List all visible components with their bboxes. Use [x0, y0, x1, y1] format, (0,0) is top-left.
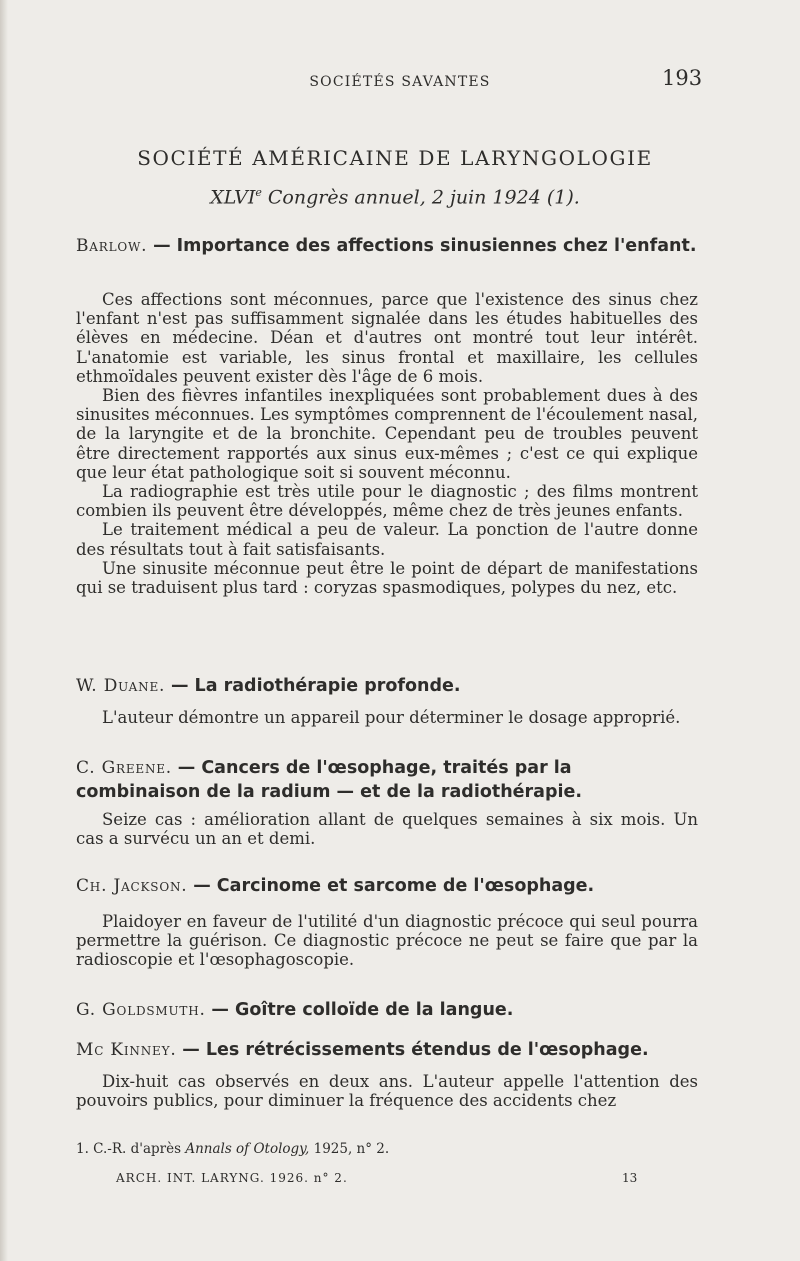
section-heading-barlow — [76, 234, 698, 258]
paper-title: — Goître colloïde de la langue. — [211, 1000, 514, 1020]
author-name: Mc Kinney. — [76, 1040, 177, 1060]
section-heading-mckinney — [76, 1038, 698, 1062]
paragraph: Une sinusite méconnue peut être le point de départ de manifestations qui se traduisent plus tard : coryzas spasmodiques, polypes du nez, etc. — [76, 558, 698, 598]
paragraph: Ces affections sont méconnues, parce que l'existence des sinus chez l'enfant n'est pas suffisamment signalée dans les études habituelles des élèves en médecine. Déan et d'autres ont montré tout leur intérêt. L'anatomie est variable, les sinus frontal et maxillaire, les cellules ethmoïdales peuvent exister dès l'âge de 6 mois. — [76, 290, 698, 386]
footnote-details: 1925, n° 2. — [309, 1141, 390, 1157]
running-head: SOCIÉTÉS SAVANTES — [309, 74, 491, 90]
section-heading-goldsmuth — [76, 998, 698, 1022]
paragraph: Seize cas : amélioration allant de quelques semaines à six mois. Un cas a survécu un an et demi. — [76, 810, 698, 849]
paper-title: — Les rétrécissements étendus de l'œsophage. — [182, 1040, 649, 1060]
congress-line — [0, 186, 790, 208]
author-name: C. Greene. — [76, 758, 173, 778]
signature-mark: 13 — [622, 1171, 638, 1185]
section-body-greene — [76, 810, 698, 848]
section-heading-jackson — [76, 874, 698, 898]
paragraph: L'auteur démontre un appareil pour déterminer le dosage approprié. — [102, 708, 681, 727]
paragraph: La radiographie est très utile pour le diagnostic ; des films montrent combien ils peuvent être développés, même chez de très jeunes enfants. — [76, 482, 698, 521]
section-heading-greene — [76, 756, 698, 804]
paper-title: — Carcinome et sarcome de l'œsophage. — [193, 876, 595, 896]
author-name: Ch. Jackson. — [76, 876, 188, 896]
paragraph: Le traitement médical a peu de valeur. La ponction de l'autre donne des résultats tout à fait satisfaisants. — [76, 520, 698, 559]
congress-superscript: e — [255, 186, 262, 199]
paragraph: Plaidoyer en faveur de l'utilité d'un diagnostic précoce qui seul pourra permettre la guérison. Ce diagnostic précoce ne peut se faire que par la radioscopie et l'œsophagoscopie. — [76, 912, 698, 970]
author-name: G. Goldsmuth. — [76, 1000, 206, 1020]
page-number: 193 — [662, 66, 703, 90]
section-body-barlow — [76, 290, 698, 597]
section-heading-duane — [76, 674, 698, 698]
congress-ordinal: XLVI — [210, 186, 256, 209]
author-name: Barlow. — [76, 236, 148, 256]
section-body-jackson — [76, 912, 698, 970]
paragraph: Dix-huit cas observés en deux ans. L'auteur appelle l'attention des pouvoirs publics, pour diminuer la fréquence des accidents chez — [76, 1072, 698, 1111]
footnote-lead: 1. C.-R. d'après — [76, 1141, 186, 1157]
author-name: W. Duane. — [76, 676, 166, 696]
paper-title: — La radiothérapie profonde. — [170, 676, 461, 696]
footnote — [76, 1141, 696, 1157]
society-title: SOCIÉTÉ AMÉRICAINE DE LARYNGOLOGIE — [137, 146, 653, 170]
congress-details: Congrès annuel, 2 juin 1924 (1). — [261, 186, 580, 209]
section-body-duane — [76, 708, 698, 727]
paper-title: — Importance des affections sinusiennes chez l'enfant. — [153, 236, 697, 256]
paper-title: — Cancers de l'œsophage, traités par la combinaison de la radium — et de la radiothérapie. — [76, 758, 583, 802]
paragraph: Bien des fièvres infantiles inexpliquées sont probablement dues à des sinusites méconnues. Les symptômes comprennent de l'écoulement nasal, de la laryngite et de la bronchite. Cependant peu de troubles peuvent être directement rapportés aux sinus eux-mêmes ; c'est ce qui explique que leur état pathologique soit si souvent méconnu. — [76, 386, 698, 482]
section-body-mckinney — [76, 1072, 698, 1110]
printer-line: ARCH. INT. LARYNG. 1926. n° 2. — [116, 1171, 348, 1185]
footnote-journal: Annals of Otology, — [185, 1141, 310, 1157]
